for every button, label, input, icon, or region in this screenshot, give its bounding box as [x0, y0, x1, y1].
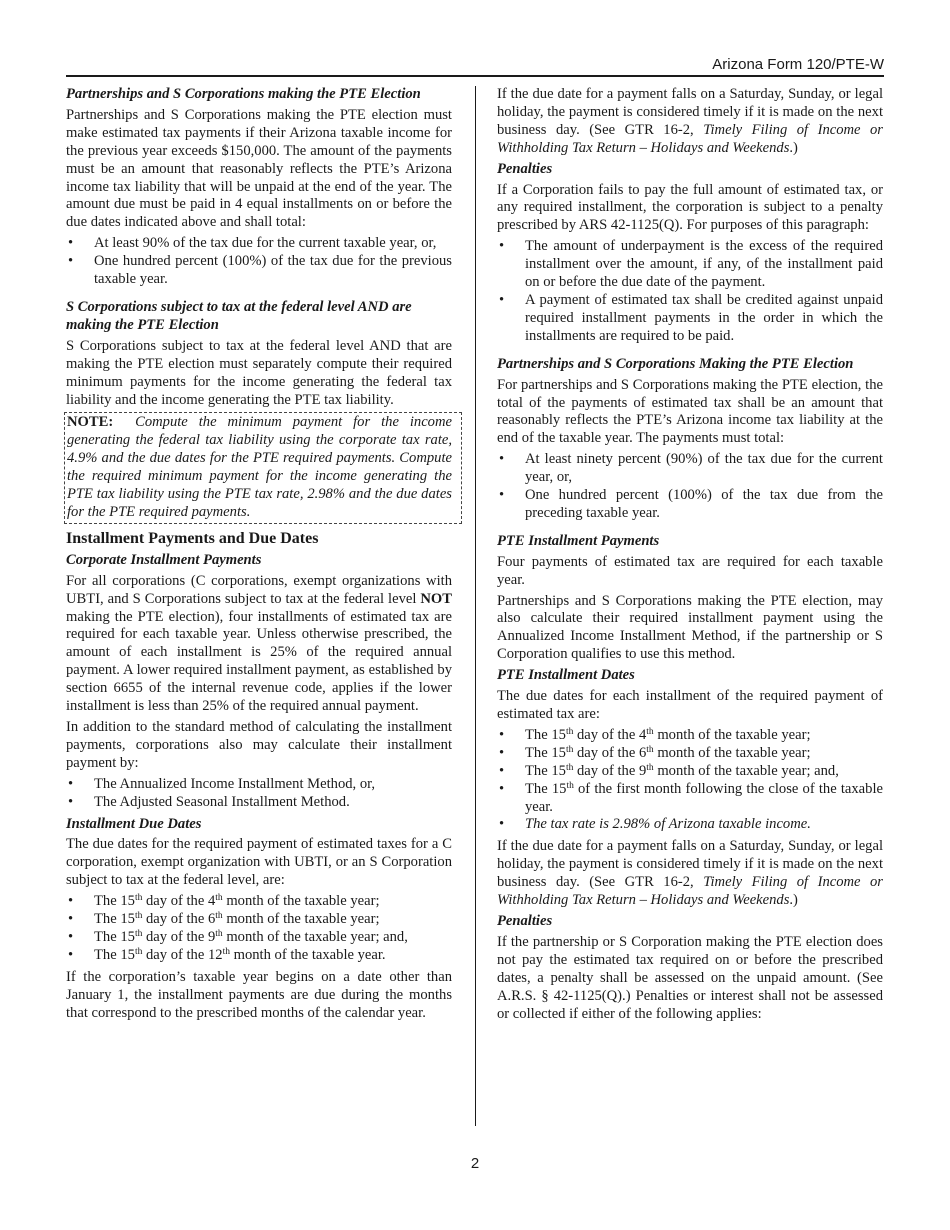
- section-heading: Installment Payments and Due Dates: [66, 529, 319, 547]
- form-title: Arizona Form 120/PTE-W: [712, 56, 884, 73]
- left-column: [66, 86, 452, 1026]
- list-item: • One hundred percent (100%) of the tax due for the previous taxable year.: [66, 253, 452, 289]
- list-item: • The 15th day of the 4th month of the taxable year;: [66, 893, 452, 911]
- list-item: • The 15th day of the 6th month of the taxable year;: [66, 911, 452, 929]
- list-item: • The tax rate is 2.98% of Arizona taxable income.: [497, 816, 883, 834]
- list-item: • The 15th of the first month following the close of the taxable year.: [497, 781, 883, 817]
- header-rule: [66, 75, 884, 77]
- due-date-list: [497, 727, 883, 834]
- note-text: Compute the minimum payment for the income generating the federal tax liability using the corporate tax rate, 4.9% and the due dates for the PTE required payments. Compute the required minimum payment for the income generating the PTE tax liability using the PTE tax rate, 2.98% and the due dates for the PTE required payments.: [67, 414, 452, 520]
- page-number: 2: [470, 1155, 480, 1172]
- paragraph: If the partnership or S Corporation making the PTE election does not pay the estimated tax required on or before the prescribed dates, a penalty shall be assessed on the unpaid amount. (See A.R.S. § 42-1125(Q).) Penalties or interest shall not be assessed or collected if either of the following applies:: [497, 933, 883, 1022]
- paragraph: For all corporations (C corporations, exempt organizations with UBTI, and S Corporations subject to tax at the federal level NOT making the PTE election), four installments of estimated tax are required for each taxable year. Unless otherwise prescribed, the amount of each installment is 25% of the required annual payment. A lower required installment payment, as established by section 6655 of the internal revenue code, applies if the lower installment is less than 25% of the required annual payment.: [66, 572, 452, 715]
- paragraph: If the corporation’s taxable year begins on a date other than January 1, the installment payments are due during the months that correspond to the prescribed months of the calendar year.: [66, 968, 452, 1021]
- paragraph: S Corporations subject to tax at the federal level AND that are making the PTE election must separately compute their required minimum payments for the income generating the federal tax liability and the income generating the PTE tax liability.: [66, 337, 452, 408]
- bullet-list: [66, 776, 452, 812]
- section-heading: Penalties: [497, 160, 553, 177]
- list-item: • The Adjusted Seasonal Installment Method.: [66, 794, 452, 812]
- section-heading: PTE Installment Payments: [497, 532, 660, 549]
- paragraph: If the due date for a payment falls on a Saturday, Sunday, or legal holiday, the payment is considered timely if it is made on the next business day. (See GTR 16-2, Timely Filing of Income or Withholding Tax Return – Holidays and Weekends.): [497, 838, 883, 909]
- list-item: • The 15th day of the 9th month of the taxable year; and,: [497, 763, 883, 781]
- list-item: • At least 90% of the tax due for the current taxable year, or,: [66, 235, 452, 253]
- right-column: [497, 86, 883, 1026]
- paragraph: If the due date for a payment falls on a Saturday, Sunday, or legal holiday, the payment is considered timely if it is made on the next business day. (See GTR 16-2, Timely Filing of Income or Withholding Tax Return – Holidays and Weekends.): [497, 86, 883, 156]
- bullet-list: [497, 451, 883, 523]
- due-date-list: [66, 893, 452, 965]
- list-item: • The Annualized Income Installment Method, or,: [66, 776, 452, 794]
- list-item: • A payment of estimated tax shall be credited against unpaid required installment payments in the order in which the installments are required to be paid.: [497, 292, 883, 346]
- section-heading: S Corporations subject to tax at the federal level AND are making the PTE Election: [66, 298, 412, 333]
- list-item: • One hundred percent (100%) of the tax due from the preceding taxable year.: [497, 487, 883, 523]
- paragraph: The due dates for each installment of the required payment of estimated tax are:: [497, 688, 883, 722]
- column-divider: [475, 86, 476, 1126]
- paragraph: Partnerships and S Corporations making the PTE election, may also calculate their required installment payment using the Annualized Income Installment Method, if the partnership or S Corporation qualifies to use this method.: [497, 592, 883, 663]
- list-item: • The 15th day of the 6th month of the taxable year;: [497, 745, 883, 763]
- subsection-heading: Corporate Installment Payments: [66, 551, 262, 568]
- bullet-list: [66, 235, 452, 289]
- paragraph: Four payments of estimated tax are required for each taxable year.: [497, 553, 883, 588]
- bullet-list: [497, 238, 883, 345]
- section-heading: Penalties: [497, 912, 553, 929]
- note-box: [64, 412, 462, 523]
- paragraph: If a Corporation fails to pay the full amount of estimated tax, or any required installment, the corporation is subject to a penalty prescribed by ARS 42-1125(Q). For purposes of this paragraph:: [497, 181, 883, 234]
- paragraph: In addition to the standard method of calculating the installment payments, corporations also may calculate their installment payment by:: [66, 719, 452, 771]
- note-label: NOTE:: [67, 414, 114, 431]
- section-heading: PTE Installment Dates: [497, 667, 635, 684]
- paragraph: The due dates for the required payment of estimated taxes for a C corporation, exempt organization with UBTI, or an S Corporation subject to tax at the federal level, are:: [66, 836, 452, 889]
- section-heading: Partnerships and S Corporations making the PTE Election: [66, 86, 421, 102]
- list-item: • The 15th day of the 12th month of the taxable year.: [66, 947, 452, 965]
- paragraph: Partnerships and S Corporations making the PTE election must make estimated tax payments if their Arizona taxable income for the previous year exceeds $150,000. The amount of the payments must be an amount that reasonably reflects the PTE’s Arizona income tax liability that will be unpaid at the end of the year. The amount due must be paid in 4 equal installments on or before the due dates indicated above and shall total:: [66, 106, 452, 231]
- list-item: • The 15th day of the 9th month of the taxable year; and,: [66, 929, 452, 947]
- list-item: • At least ninety percent (90%) of the tax due for the current year, or,: [497, 451, 883, 487]
- subsection-heading: Installment Due Dates: [66, 815, 202, 832]
- list-item: • The 15th day of the 4th month of the taxable year;: [497, 727, 883, 745]
- paragraph: For partnerships and S Corporations making the PTE election, the total of the payments of estimated tax shall be an amount that reasonably reflects the PTE’s Arizona income tax liability at the end of the taxable year. The payments must total:: [497, 376, 883, 447]
- list-item: • The amount of underpayment is the excess of the required installment over the amount, if any, of the installment paid on or before the due date of the payment.: [497, 238, 883, 292]
- section-heading: Partnerships and S Corporations Making the PTE Election: [497, 355, 854, 372]
